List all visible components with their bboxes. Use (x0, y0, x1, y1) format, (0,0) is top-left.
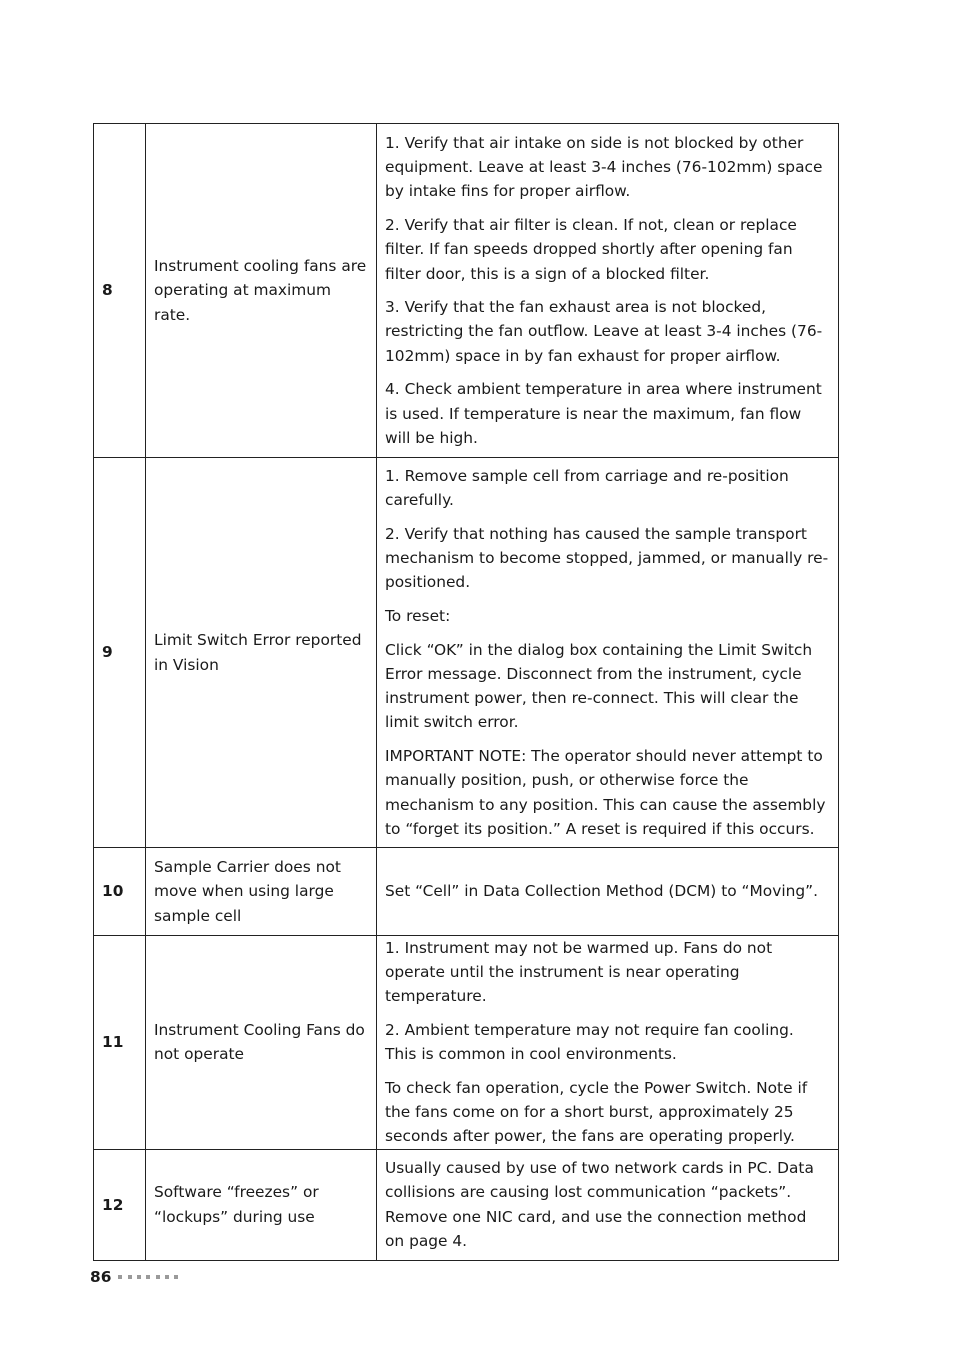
issue-description: Instrument cooling fans are operating at maximum rate. (146, 124, 377, 458)
table-row (94, 936, 839, 1150)
solution-paragraph: Click “OK” in the dialog box containing the Limit Switch Error message. Disconnect from the instrument, cycle instrument power, then re-connect. This will clear the limit switch error. (385, 640, 813, 732)
row-number: 10 (94, 848, 146, 936)
decorative-dots (118, 1275, 183, 1279)
issue-description: Software “freezes” or “lockups” during use (146, 1149, 377, 1260)
table-row (94, 1149, 839, 1260)
solution-paragraph: Set “Cell” in Data Collection Method (DCM) to “Moving”. (385, 882, 818, 901)
solution-paragraph: IMPORTANT NOTE: The operator should never attempt to manually position, push, or otherwise force the mechanism to any position. This can cause the assembly to “forget its position.” A reset is required if this occurs. (385, 747, 826, 838)
dot-icon (128, 1275, 132, 1279)
solution-paragraph: 1. Remove sample cell from carriage and re-position carefully. (385, 467, 789, 510)
page-number: 86 (90, 1268, 112, 1286)
row-number: 8 (94, 124, 146, 458)
solution-cell (377, 1149, 839, 1260)
solution-cell (377, 936, 839, 1150)
solution-paragraph: 1. Instrument may not be warmed up. Fans do not operate until the instrument is near operating temperature. (385, 939, 773, 1006)
row-number: 9 (94, 458, 146, 848)
dot-icon (174, 1275, 178, 1279)
solution-cell (377, 124, 839, 458)
solution-paragraph: 1. Verify that air intake on side is not blocked by other equipment. Leave at least 3-4 inches (76-102mm) space by intake fins for proper airflow. (385, 134, 823, 201)
solution-paragraph: 2. Ambient temperature may not require fan cooling. This is common in cool environments. (385, 1021, 794, 1064)
dot-icon (156, 1275, 160, 1279)
solution-paragraph: 2. Verify that nothing has caused the sample transport mechanism to become stopped, jammed, or manually re-positioned. (385, 524, 829, 592)
row-number: 11 (94, 936, 146, 1150)
solution-paragraph: To check fan operation, cycle the Power Switch. Note if the fans come on for a short burst, approximately 25 seconds after power, the fans are operating properly. (385, 1079, 808, 1146)
troubleshooting-table (93, 123, 839, 1261)
table-row (94, 458, 839, 848)
table-row (94, 124, 839, 458)
solution-paragraph: 3. Verify that the fan exhaust area is not blocked, restricting the fan outflow. Leave at least 3-4 inches (76-102mm) space in by fan exhaust for proper airflow. (385, 298, 823, 365)
solution-paragraph: 4. Check ambient temperature in area where instrument is used. If temperature is near the maximum, fan flow will be high. (385, 380, 822, 447)
dot-icon (146, 1275, 150, 1279)
dot-icon (165, 1275, 169, 1279)
solution-cell (377, 848, 839, 936)
page-footer (90, 1268, 184, 1286)
issue-description: Instrument Cooling Fans do not operate (146, 936, 377, 1150)
dot-icon (118, 1275, 122, 1279)
solution-cell (377, 458, 839, 848)
solution-paragraph: 2. Verify that air filter is clean. If not, clean or replace filter. If fan speeds dropped shortly after opening fan filter door, this is a sign of a blocked filter. (385, 216, 797, 283)
solution-paragraph: To reset: (385, 607, 451, 626)
issue-description: Sample Carrier does not move when using large sample cell (146, 848, 377, 936)
solution-paragraph: Usually caused by use of two network cards in PC. Data collisions are causing lost communication “packets”. Remove one NIC card, and use the connection method on page 4. (385, 1159, 814, 1250)
table-row (94, 848, 839, 936)
dot-icon (137, 1275, 141, 1279)
issue-description: Limit Switch Error reported in Vision (146, 458, 377, 848)
row-number: 12 (94, 1149, 146, 1260)
